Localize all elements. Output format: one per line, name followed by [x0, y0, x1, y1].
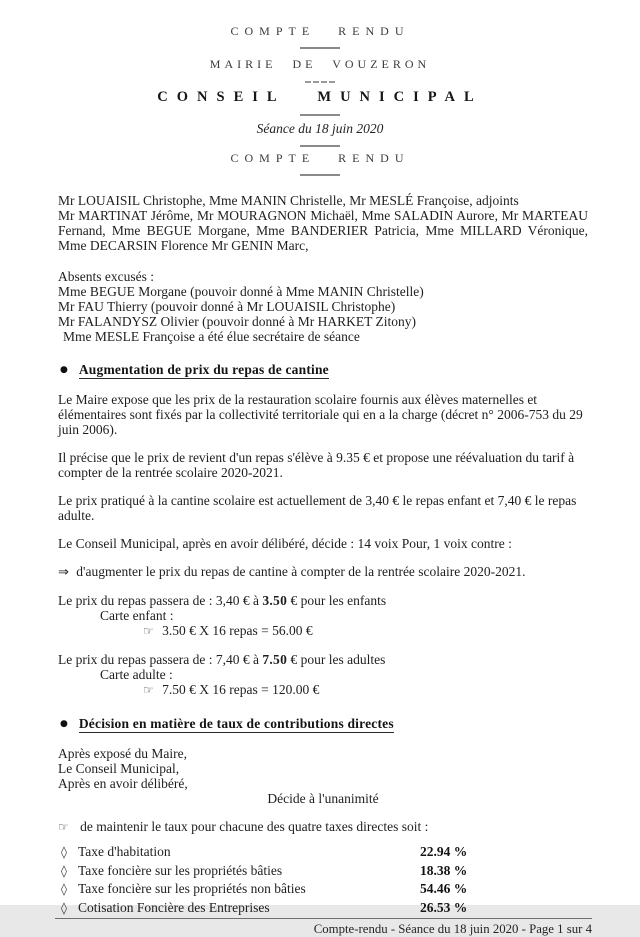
header-title-compte-rendu-repeat: COMPTE RENDU [230, 151, 410, 165]
paragraph-deliberation: Le Conseil Municipal, après en avoir délibéré, décide : 14 voix Pour, 1 voix contre : [58, 536, 512, 551]
section-title-text: Décision en matière de taux de contributions directes [78, 716, 394, 731]
footer-text: Compte-rendu - Séance du 18 juin 2020 - Page 1 sur 4 [313, 922, 592, 936]
absent-item: Mr FALANDYSZ Olivier (pouvoir donné à Mr HARKET Zitony) [58, 314, 416, 329]
seance-date: Séance du 18 juin 2020 [256, 121, 384, 136]
maintain-text: de maintenir le taux pour chacune des quatre taxes directes soit : [80, 819, 429, 834]
header-rule-3 [300, 145, 340, 147]
header-dashed-rule [305, 81, 335, 83]
decision-arrow-line [58, 564, 588, 580]
new-price-adults: 7.50 [262, 652, 288, 667]
maintain-line [58, 819, 588, 835]
tax-list [58, 844, 588, 916]
tax-rate: 26.53 % [420, 899, 468, 915]
price-prefix: Le prix du repas passera de : 7,40 € à [58, 652, 259, 667]
tax-label: Taxe foncière sur les propriétés bâties [78, 862, 283, 878]
diamond-icon: ◊ [61, 863, 67, 878]
pointing-hand-icon: ☞ [143, 624, 154, 638]
price-block-children [58, 593, 588, 639]
tax-rate: 22.94 % [420, 844, 468, 859]
price-prefix: Le prix du repas passera de : 3,40 € à [58, 593, 259, 608]
decide-unanimite: Décide à l'unanimité [267, 791, 379, 806]
doc-body [0, 180, 640, 918]
new-price-children: 3.50 [262, 593, 288, 608]
tax-row [58, 863, 588, 879]
paragraph-prix-actuel: Le prix pratiqué à la cantine scolaire est actuellement de 3,40 € le repas enfant et 7,40 € le repas adulte. [58, 493, 577, 523]
calc-text: 7.50 € X 16 repas = 120.00 € [162, 682, 320, 697]
header-rule-1 [300, 47, 340, 49]
attendance-paragraph: Mr MARTINAT Jérôme, Mr MOURAGNON Michaël, Mme SALADIN Aurore, Mr MARTEAU Fernand, Mme BEGUE Morgane, Mme BANDERIER Patricia, Mme MILLARD Véronique, Mme DECARSIN Florence Mr GENIN Marc, [58, 208, 588, 253]
pointing-hand-icon: ☞ [58, 820, 69, 834]
section-title-taxes [60, 716, 588, 734]
header-title-compte-rendu: COMPTE RENDU [230, 24, 410, 38]
intro-line: Le Conseil Municipal, [58, 761, 180, 776]
child-card-label: Carte enfant : [100, 608, 174, 623]
price-line-adults [58, 652, 588, 667]
bullet-icon: ● [60, 365, 68, 375]
adult-card-label: Carte adulte : [100, 667, 173, 682]
header-title-conseil-municipal: CONSEIL MUNICIPAL [157, 89, 483, 105]
page-footer [55, 918, 592, 937]
tax-row [58, 844, 588, 860]
absent-item: Mme BEGUE Morgane (pouvoir donné à Mme MANIN Christelle) [58, 284, 424, 299]
price-suffix: € pour les adultes [290, 652, 386, 667]
attendance-line-adjoints: Mr LOUAISIL Christophe, Mme MANIN Christelle, Mr MESLÉ Françoise, adjoints [58, 193, 519, 208]
header-subtitle-mairie: MAIRIE DE VOUZERON [209, 57, 431, 71]
intro-line: Après en avoir délibéré, [58, 776, 188, 791]
calc-text: 3.50 € X 16 repas = 56.00 € [162, 623, 313, 638]
tax-label: Cotisation Foncière des Entreprises [78, 899, 270, 915]
decision-text: d'augmenter le prix du repas de cantine à compter de la rentrée scolaire 2020-2021. [76, 564, 526, 579]
tax-rate: 18.38 % [420, 862, 468, 878]
tax-row [58, 900, 588, 916]
intro-line: Après exposé du Maire, [58, 746, 187, 761]
pointing-hand-icon: ☞ [143, 683, 154, 697]
section-title-cantine [60, 362, 588, 380]
price-line-children [58, 593, 588, 608]
paragraph-prix-revient: Il précise que le prix de revient d'un repas s'élève à 9.35 € et propose une réévaluation du tarif à compter de la rentrée scolaire 2020-2021. [58, 450, 575, 480]
section-title-text: Augmentation de prix du repas de cantine [78, 362, 329, 377]
arrow-right-icon: ⇒ [58, 565, 69, 580]
header-rule-4 [300, 174, 340, 176]
tax-rate: 54.46 % [420, 881, 468, 896]
bullet-icon: ● [60, 719, 68, 729]
doc-header [0, 0, 640, 180]
secretary-note: Mme MESLE Françoise a été élue secrétaire de séance [63, 329, 360, 344]
tax-row [58, 881, 588, 897]
adult-card-calc [143, 682, 588, 698]
price-suffix: € pour les enfants [290, 593, 387, 608]
tax-label: Taxe foncière sur les propriétés non bâties [78, 881, 306, 896]
diamond-icon: ◊ [61, 900, 67, 915]
child-card-calc [143, 623, 588, 639]
paragraph-restauration: Le Maire expose que les prix de la restauration scolaire fournis aux élèves maternelles et élémentaires sont fixés par la collectivité territoriale qui en a la charge (décret n° 2006-753 du 29 juin 2006). [58, 392, 583, 437]
diamond-icon: ◊ [61, 882, 67, 896]
header-rule-2 [300, 114, 340, 116]
price-block-adults [58, 652, 588, 698]
absent-item: Mr FAU Thierry (pouvoir donné à Mr LOUAISIL Christophe) [58, 299, 396, 314]
tax-label: Taxe d'habitation [78, 844, 171, 859]
diamond-icon: ◊ [61, 845, 67, 859]
absents-title: Absents excusés : [58, 269, 154, 284]
